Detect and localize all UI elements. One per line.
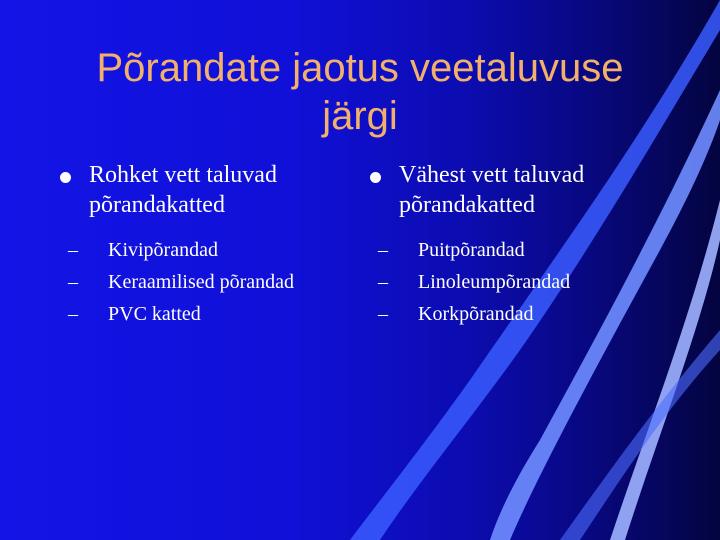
bullet-dot-icon	[370, 172, 381, 183]
dash-icon: –	[378, 239, 388, 261]
list-item-label: Keraamilised põrandad	[108, 271, 295, 293]
list-item-label: Kivipõrandad	[108, 239, 218, 261]
list-item	[60, 298, 360, 330]
list-item-label: Puitpõrandad	[418, 239, 525, 261]
slide-title: Põrandate jaotus veetaluvuse järgi	[96, 46, 624, 138]
right-bullet	[370, 160, 690, 220]
left-sub-list	[60, 234, 360, 330]
list-item	[60, 234, 360, 266]
bullet-dot-icon	[60, 172, 71, 183]
left-column	[60, 160, 360, 330]
right-column	[370, 160, 690, 330]
dash-icon: –	[68, 303, 78, 325]
dash-icon: –	[68, 239, 78, 261]
left-heading: Rohket vett taluvad põrandakatted	[89, 162, 277, 218]
list-item	[60, 266, 360, 298]
dash-icon: –	[378, 303, 388, 325]
list-item-label: PVC katted	[108, 303, 201, 325]
list-item-label: Linoleumpõrandad	[418, 271, 571, 293]
right-sub-list	[370, 234, 690, 330]
list-item	[370, 266, 690, 298]
dash-icon: –	[378, 271, 388, 293]
left-bullet	[60, 160, 360, 220]
dash-icon: –	[68, 271, 78, 293]
list-item-label: Korkpõrandad	[418, 303, 534, 325]
list-item	[370, 234, 690, 266]
list-item	[370, 298, 690, 330]
right-heading: Vähest vett taluvad põrandakatted	[399, 162, 585, 218]
